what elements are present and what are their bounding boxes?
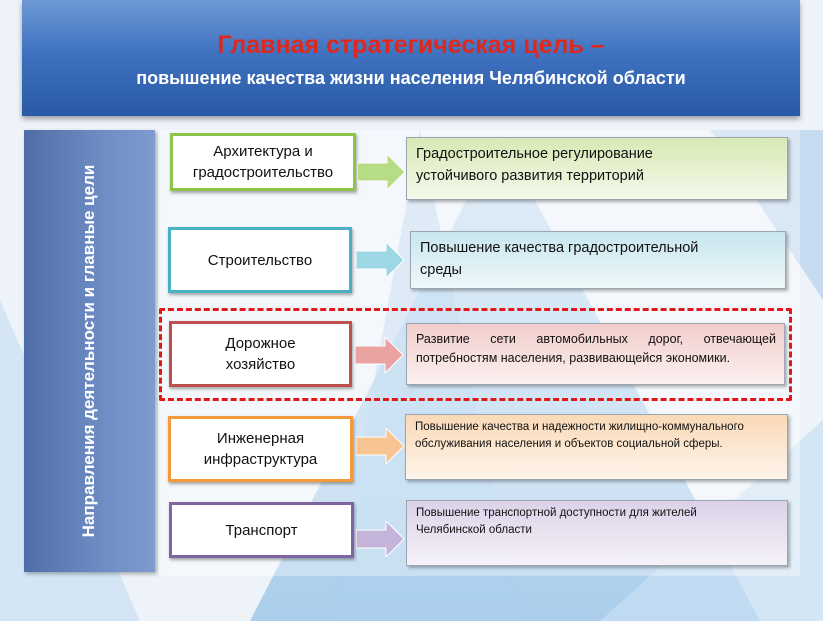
category-box-construction [168, 227, 352, 293]
category-box-transport [169, 502, 354, 558]
goal-text: Повышение качества и надежности жилищно-коммунального обслуживания населения и объектов социальной сферы. [415, 421, 744, 450]
goal-text: Развитие сети автомобильных дорог, отвечающей потребностям населения, развивающейся экономики. [416, 332, 776, 365]
goal-text: Градостроительное регулирование устойчивого развития территорий [416, 146, 653, 184]
goal-box-road-network [406, 323, 785, 385]
main-goal-title: Главная стратегическая цель – [217, 31, 605, 59]
goal-text: Повышение транспортной доступности для жителей Челябинской области [416, 507, 697, 536]
category-box-engineering [168, 416, 353, 482]
goal-box-urban-environment [410, 231, 786, 289]
sidebar-panel [24, 130, 155, 572]
category-label: Инженерная инфраструктура [203, 430, 318, 468]
arrow-right-icon [355, 337, 403, 373]
arrow-right-icon [356, 428, 404, 464]
category-label: Строительство [207, 251, 313, 269]
category-box-architecture [170, 133, 356, 191]
category-box-roads [169, 321, 352, 387]
goal-box-housing-utilities [405, 414, 788, 480]
arrow-right-icon [356, 521, 404, 557]
category-label: Транспорт [225, 521, 298, 539]
arrow-right-icon [356, 242, 404, 278]
sidebar-vertical-label: Направления деятельности и главные цели [79, 164, 98, 538]
main-goal-subtitle: повышение качества жизни населения Челябинской области [136, 68, 686, 88]
header-banner [22, 0, 800, 116]
category-label: Архитектура и градостроительство [192, 143, 334, 181]
category-label: Дорожное хозяйство [225, 335, 296, 373]
goal-box-transport-access [406, 500, 788, 566]
goal-box-urban-regulation [406, 137, 788, 200]
arrow-right-icon [357, 154, 405, 190]
goal-text: Повышение качества градостроительной среды [420, 240, 699, 278]
